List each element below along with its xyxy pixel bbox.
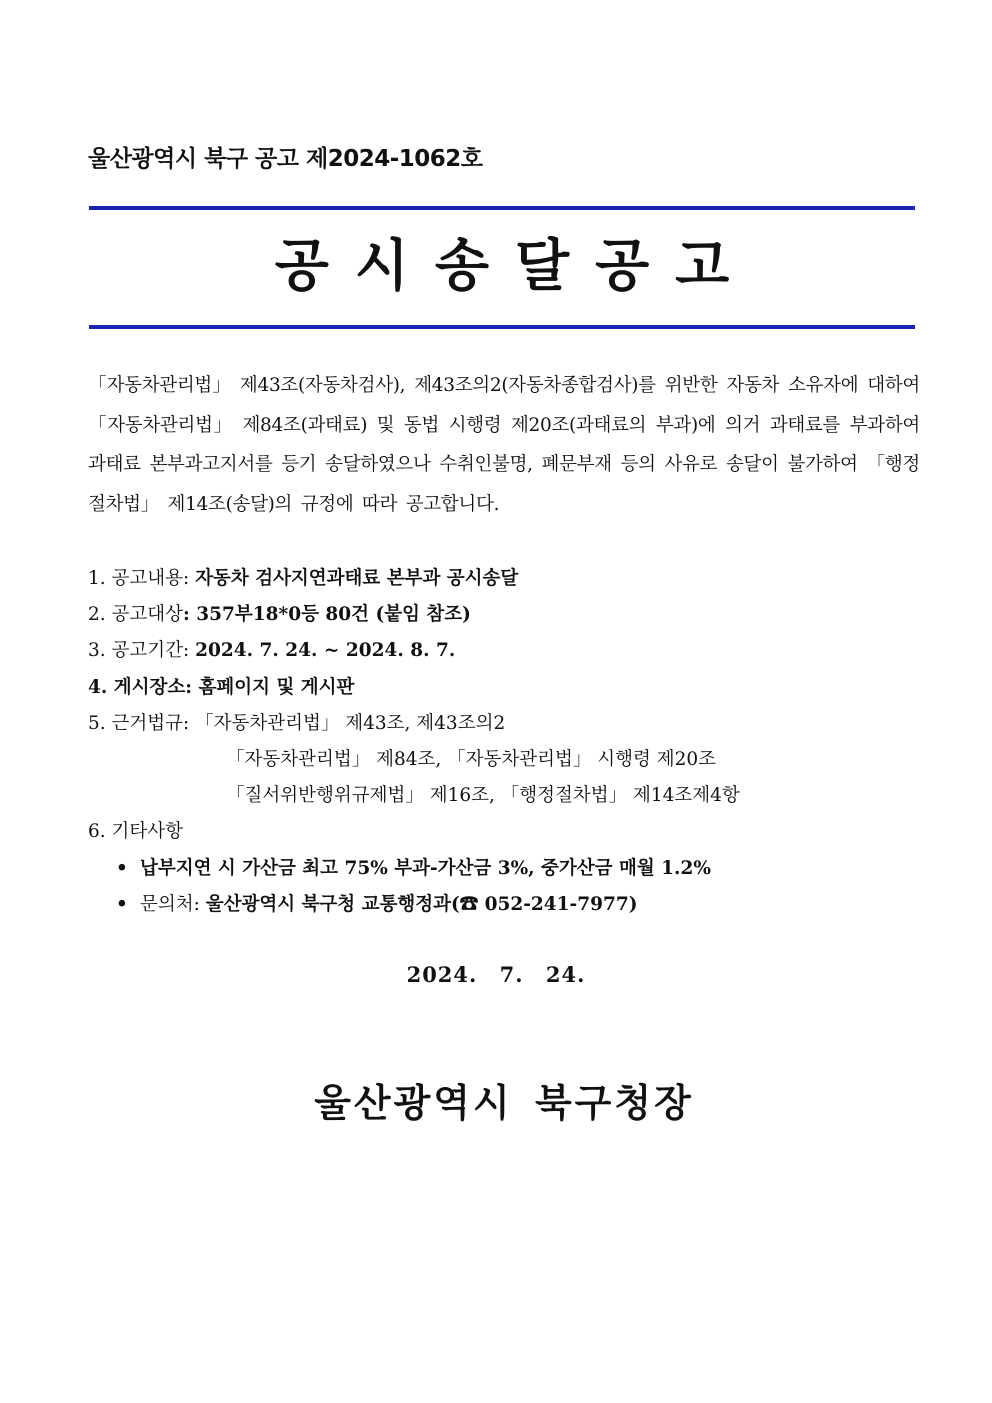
item-period-value: 2024. 7. 24. ~ 2024. 8. 7. bbox=[195, 640, 456, 662]
item-location bbox=[88, 670, 948, 706]
item-content-value: 자동차 검사지연과태료 본부과 공시송달 bbox=[195, 568, 519, 589]
item-location-label: 4. 게시장소: bbox=[88, 676, 199, 698]
item-content-label: 1. 공고내용: bbox=[88, 568, 196, 589]
notice-number: 울산광역시 북구 공고 제2024-1062호 bbox=[88, 146, 483, 172]
notice-date: 2024. 7. 24. bbox=[406, 962, 586, 987]
item-target-value: : 357부18*0등 80건 (붙임 참조) bbox=[183, 604, 471, 626]
item-legal-basis-label: 5. 근거법규: bbox=[88, 712, 196, 734]
bullet-contact bbox=[88, 887, 948, 923]
item-period bbox=[88, 633, 948, 669]
item-target-label: 2. 공고대상 bbox=[88, 604, 184, 626]
legal-basis-line-1: 「자동차관리법」 제43조, 제43조의2 bbox=[195, 712, 506, 734]
item-other-label: 6. 기타사항 bbox=[88, 821, 184, 843]
notice-items bbox=[88, 561, 948, 923]
contact-value: 울산광역시 북구청 교통행정과(☎ 052-241-7977) bbox=[205, 893, 638, 915]
contact-label: 문의처: bbox=[140, 893, 206, 915]
bullet-surcharge-text: 납부지연 시 가산금 최고 75% 부과-가산금 3%, 중가산금 매월 1.2% bbox=[140, 857, 711, 879]
legal-basis-line-2: 「자동차관리법」 제84조, 「자동차관리법」 시행령 제20조 bbox=[226, 748, 717, 770]
item-legal-basis bbox=[88, 706, 948, 742]
bullet-icon: • bbox=[116, 857, 128, 879]
item-period-label: 3. 공고기간: bbox=[88, 640, 196, 662]
item-location-value: 홈페이지 및 게시판 bbox=[198, 676, 355, 698]
page-title: 공시송달공고 bbox=[274, 234, 756, 299]
legal-basis-line-3: 「질서위반행위규제법」 제16조, 「행정절차법」 제14조제4항 bbox=[226, 785, 740, 807]
bullet-icon: • bbox=[116, 893, 128, 915]
item-other bbox=[88, 814, 948, 850]
bottom-divider bbox=[89, 325, 915, 329]
bullet-surcharge bbox=[88, 851, 948, 887]
item-target bbox=[88, 597, 948, 633]
item-content bbox=[88, 561, 948, 597]
signer-name: 울산광역시 북구청장 bbox=[314, 1080, 694, 1125]
notice-body: 「자동차관리법」 제43조(자동차검사), 제43조의2(자동차종합검사)를 위반한 자동차 소유자에 대하여 「자동차관리법」 제84조(과태료) 및 동법 시행령 제20조(과태료의 부과)에 의거 과태료를 부과하여 과태료 본부과고지서를 등기 송달하였으나 수취인불명, 폐문부재 등의 사유로 송달이 불가하여 「행정절차법」 제14조(송달)의 규정에 따라 공고합니다. bbox=[88, 375, 920, 515]
top-divider bbox=[89, 206, 915, 210]
